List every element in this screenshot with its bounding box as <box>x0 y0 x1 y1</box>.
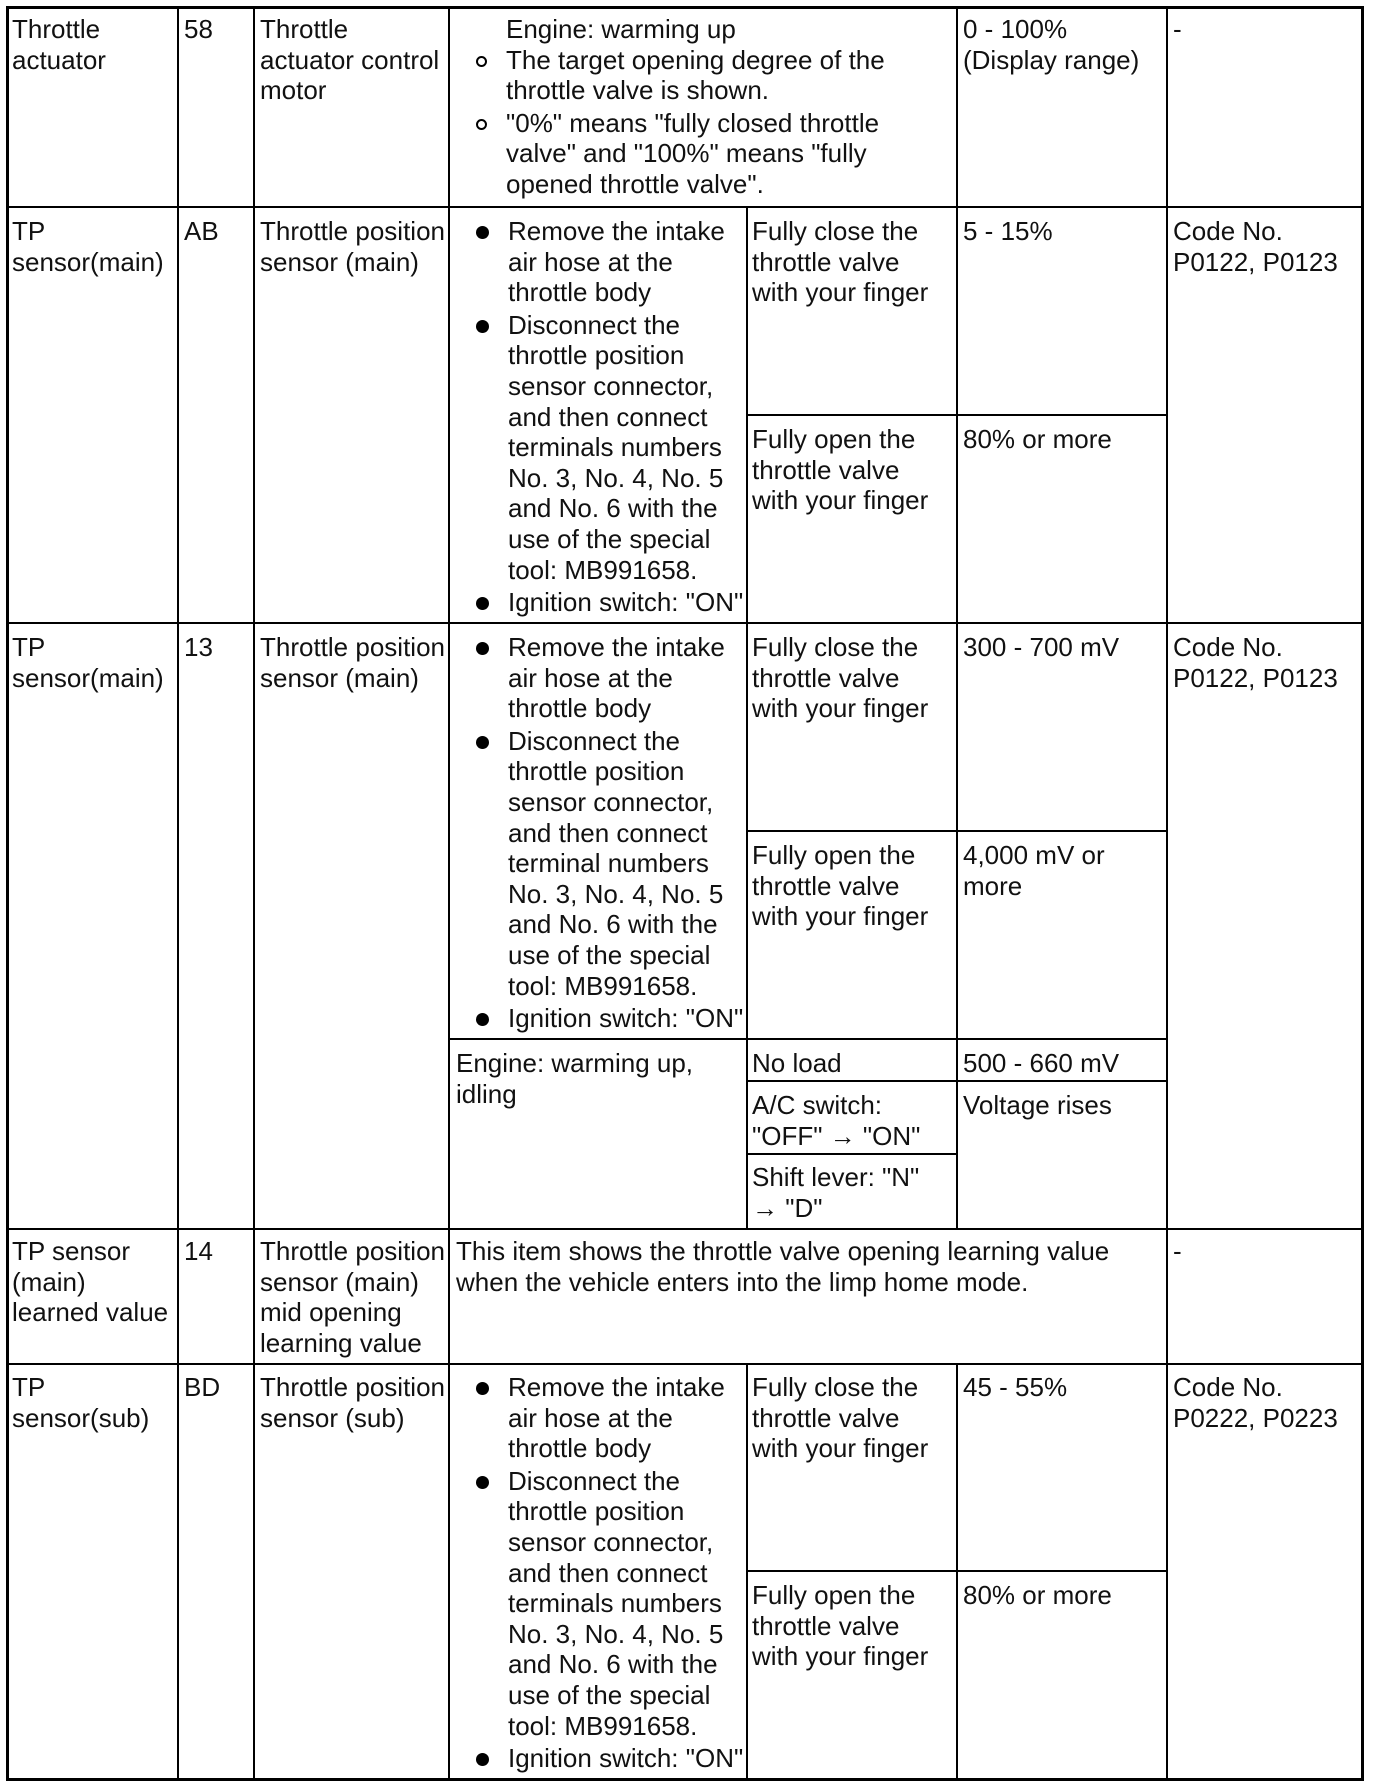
cell-check-item <box>260 1372 445 1433</box>
cell-number <box>184 216 248 247</box>
check-item-name: Throttle position sensor (main) <box>260 632 445 693</box>
check-item-name: Throttle position sensor (main) <box>260 216 445 277</box>
condition-list <box>456 216 744 618</box>
cell-idle-condition <box>456 1048 744 1109</box>
list-item: Remove the intake air hose at the throttle body <box>456 216 744 308</box>
cell-item <box>12 216 172 277</box>
bullet-icon <box>476 226 489 239</box>
inspection-code: Code No. P0122, P0123 <box>1173 632 1338 693</box>
cell-inspection <box>1173 14 1358 45</box>
list-item: Remove the intake air hose at the throttle body <box>456 1372 744 1464</box>
cell-state <box>752 840 952 932</box>
item-number: AB <box>184 216 219 246</box>
item-number: 13 <box>184 632 213 662</box>
cell-standard <box>963 216 1161 247</box>
cell-condition <box>456 216 744 618</box>
cell-standard <box>963 1580 1161 1611</box>
cell-check-item <box>260 632 445 693</box>
cell-standard <box>963 14 1161 75</box>
cell-standard <box>963 632 1161 663</box>
cell-inspection <box>1173 632 1358 693</box>
cell-condition <box>456 14 951 200</box>
row-divider <box>6 622 1364 624</box>
subrow-divider <box>448 1038 1166 1040</box>
list-item: Ignition switch: "ON" <box>456 1003 744 1034</box>
standard-value: 5 - 15% <box>963 216 1053 246</box>
cell-state <box>752 1090 952 1151</box>
state-text: Fully close the throttle valve with your finger <box>752 632 929 724</box>
cell-check-item <box>260 216 445 277</box>
state-text: A/C switch: "OFF" → "ON" <box>752 1090 921 1151</box>
cell-check-item <box>260 14 445 106</box>
bullet-icon <box>476 1013 489 1026</box>
list-item: Ignition switch: "ON" <box>456 587 744 618</box>
list-item: Disconnect the throttle position sensor connector, and then connect terminals numbers No. 3, No. 4, No. 5 and No. 6 with the use of the special tool: MB991658. <box>456 1466 744 1741</box>
item-number: BD <box>184 1372 221 1402</box>
inspection-code: - <box>1173 14 1182 44</box>
inspection-code: Code No. P0222, P0223 <box>1173 1372 1338 1433</box>
item-number: 58 <box>184 14 213 44</box>
list-item: "0%" means "fully closed throttle valve" and "100%" means "fully opened throttle valve". <box>456 108 951 200</box>
cell-inspection <box>1173 1372 1358 1433</box>
standard-value: Voltage rises <box>963 1090 1112 1120</box>
item-name: TP sensor(sub) <box>12 1372 150 1433</box>
cell-item <box>12 14 172 75</box>
list-item: The target opening degree of the throttle valve is shown. <box>456 45 951 106</box>
state-text: Shift lever: "N" → "D" <box>752 1162 920 1223</box>
col-divider <box>956 1363 958 1779</box>
bullet-icon <box>476 736 489 749</box>
inspection-code: Code No. P0122, P0123 <box>1173 216 1338 277</box>
cell-inspection <box>1173 1236 1358 1267</box>
item-name: TP sensor (main) learned value <box>12 1236 169 1328</box>
row-divider <box>6 206 1364 208</box>
cell-condition <box>456 632 744 1034</box>
state-text: Fully open the throttle valve with your finger <box>752 1580 929 1672</box>
cell-description <box>456 1236 1156 1297</box>
item-name: Throttle actuator <box>12 14 106 75</box>
open-bullet-icon <box>476 119 487 130</box>
col-divider <box>746 206 748 1228</box>
list-item: Remove the intake air hose at the throttle body <box>456 632 744 724</box>
standard-value: 80% or more <box>963 1580 1112 1610</box>
description-text: This item shows the throttle valve opening learning value when the vehicle enters into the limp home mode. <box>456 1236 1110 1297</box>
check-item-name: Throttle position sensor (sub) <box>260 1372 445 1433</box>
bullet-icon <box>476 1476 489 1489</box>
cell-standard <box>963 424 1161 455</box>
list-item: Disconnect the throttle position sensor connector, and then connect terminals numbers No. 3, No. 4, No. 5 and No. 6 with the use of the special tool: MB991658. <box>456 310 744 585</box>
cell-item <box>12 632 172 693</box>
standard-value: 500 - 660 mV <box>963 1048 1120 1078</box>
cell-state <box>752 632 952 724</box>
standard-value: 0 - 100% (Display range) <box>963 14 1140 75</box>
state-text: Fully open the throttle valve with your finger <box>752 840 929 932</box>
row-divider <box>6 1363 1364 1365</box>
condition-list <box>456 45 951 200</box>
list-item: Ignition switch: "ON" <box>456 1743 744 1774</box>
state-text: No load <box>752 1048 842 1078</box>
cell-item <box>12 1372 172 1433</box>
table-left-border <box>6 6 9 1781</box>
bullet-icon <box>476 320 489 333</box>
bullet-icon <box>476 597 489 610</box>
open-bullet-icon <box>476 56 487 67</box>
cell-standard <box>963 1090 1161 1121</box>
cell-standard <box>963 1372 1161 1403</box>
condition-list <box>456 632 744 1034</box>
standard-value: 45 - 55% <box>963 1372 1068 1402</box>
cell-number <box>184 14 248 45</box>
bullet-icon <box>476 1753 489 1766</box>
state-text: Fully close the throttle valve with your finger <box>752 216 929 308</box>
col-divider <box>177 6 179 1781</box>
cell-number <box>184 632 248 663</box>
col-divider <box>253 6 255 1781</box>
standard-value: 4,000 mV or more <box>963 840 1105 901</box>
cell-state <box>752 1048 952 1079</box>
check-item-name: Throttle actuator control motor <box>260 14 440 106</box>
condition-title: Engine: warming up <box>506 14 736 44</box>
cell-number <box>184 1236 248 1267</box>
cell-state <box>752 216 952 308</box>
cell-state <box>752 1580 952 1672</box>
table-top-border <box>6 6 1364 9</box>
cell-state <box>752 1162 952 1223</box>
check-item-name: Throttle position sensor (main) mid opening learning value <box>260 1236 445 1358</box>
cell-state <box>752 424 952 516</box>
item-name: TP sensor(main) <box>12 632 164 693</box>
row-divider <box>6 1228 1364 1230</box>
col-divider <box>448 6 450 1781</box>
state-text: Fully open the throttle valve with your finger <box>752 424 929 516</box>
list-item: Disconnect the throttle position sensor connector, and then connect terminal numbers No. 3, No. 4, No. 5 and No. 6 with the use of the special tool: MB991658. <box>456 726 744 1001</box>
state-text: Fully close the throttle valve with your finger <box>752 1372 929 1464</box>
col-divider <box>1166 6 1168 1781</box>
cell-standard <box>963 840 1161 901</box>
item-number: 14 <box>184 1236 213 1266</box>
cell-standard <box>963 1048 1161 1079</box>
cell-number <box>184 1372 248 1403</box>
standard-value: 80% or more <box>963 424 1112 454</box>
bullet-icon <box>476 642 489 655</box>
cell-item <box>12 1236 172 1328</box>
cell-check-item <box>260 1236 445 1358</box>
item-name: TP sensor(main) <box>12 216 164 277</box>
col-divider <box>956 6 958 206</box>
cell-condition <box>456 1372 744 1774</box>
condition-list <box>456 1372 744 1774</box>
standard-value: 300 - 700 mV <box>963 632 1120 662</box>
bullet-icon <box>476 1382 489 1395</box>
idle-condition-text: Engine: warming up, idling <box>456 1048 694 1109</box>
subrow-divider <box>746 1153 956 1155</box>
cell-state <box>752 1372 952 1464</box>
table-right-border <box>1361 6 1364 1781</box>
col-divider <box>956 206 958 1228</box>
inspection-code: - <box>1173 1236 1182 1266</box>
col-divider <box>746 1363 748 1779</box>
cell-inspection <box>1173 216 1358 277</box>
